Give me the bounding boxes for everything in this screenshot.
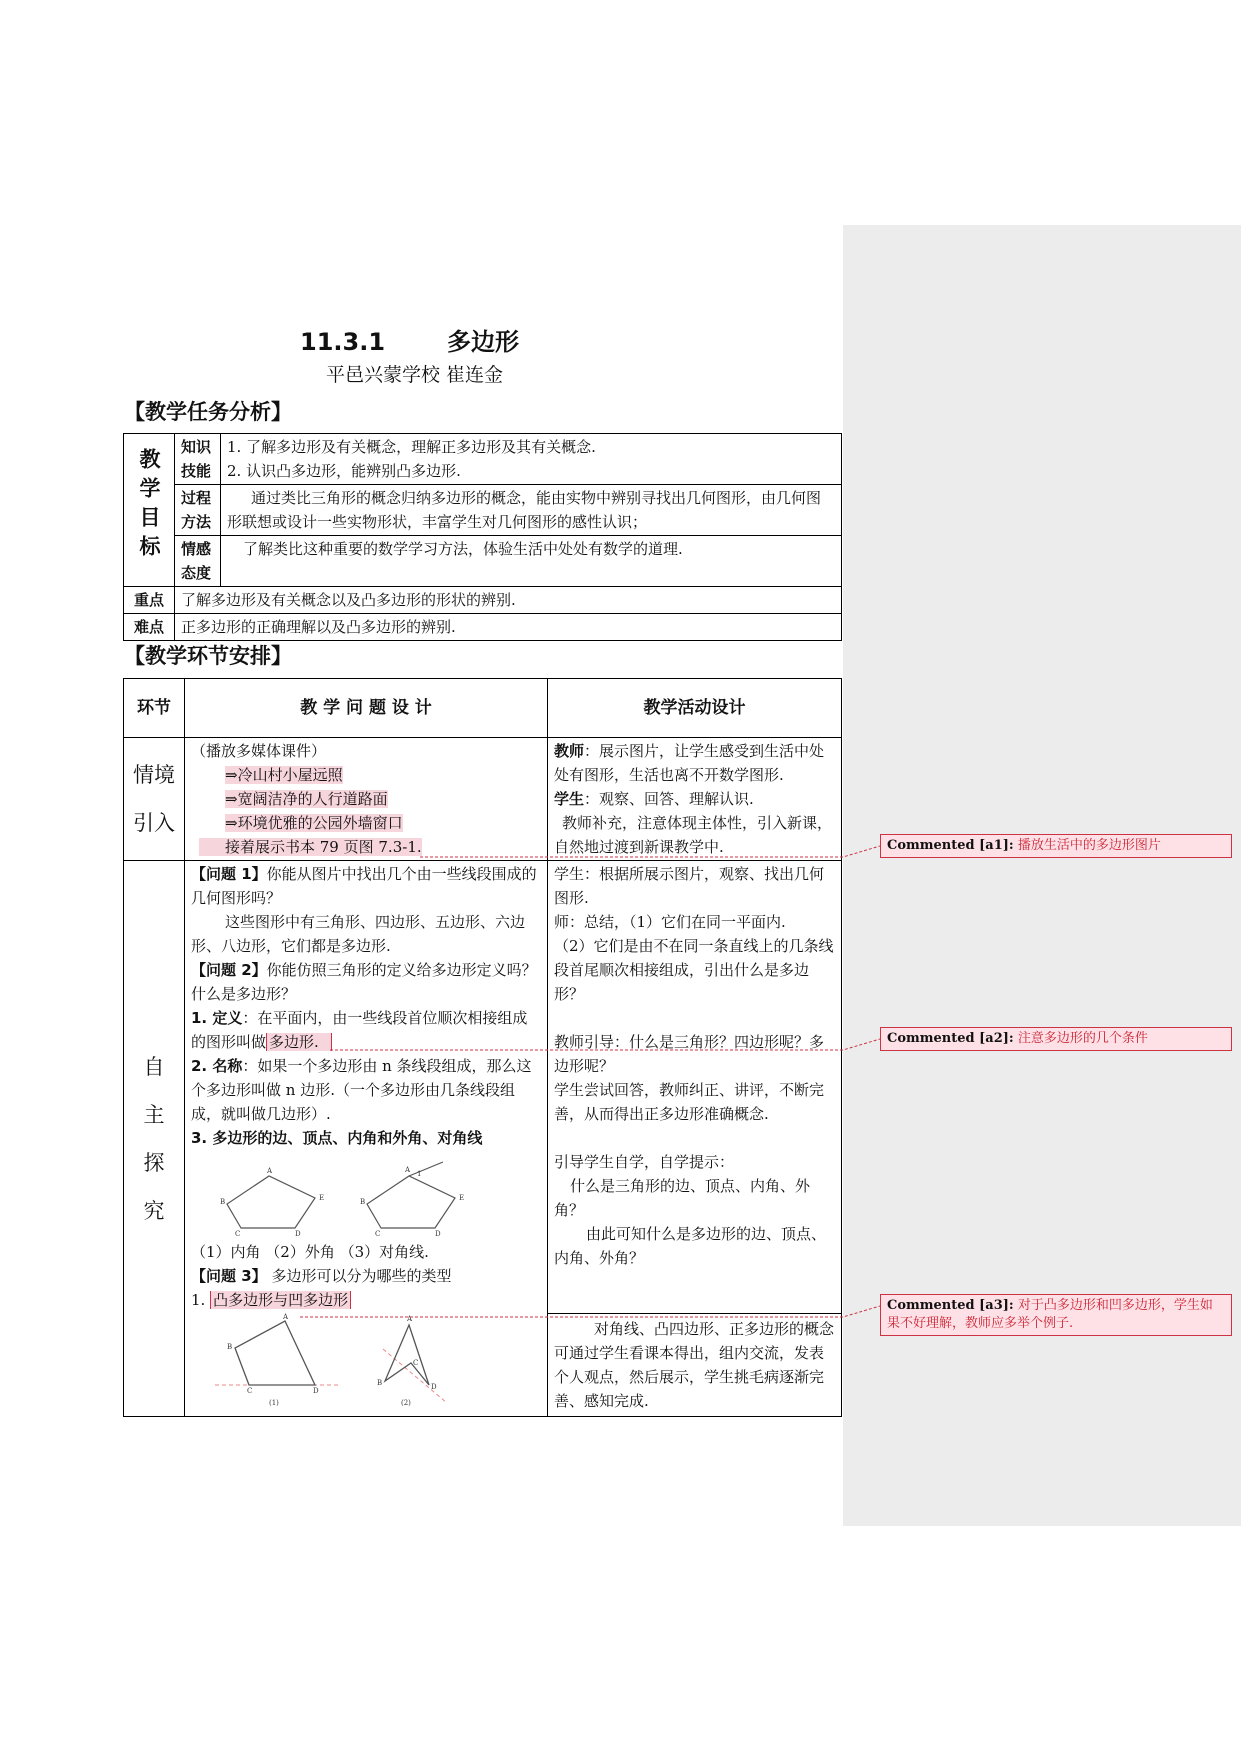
intro-item-1: ⇒冷山村小屋远照	[225, 766, 343, 784]
q2-caption: (2)	[401, 1399, 411, 1407]
hard-label: 难点	[124, 614, 175, 641]
q2-label-d: D	[431, 1383, 437, 1391]
comment-a3-text: 对于凸多边形和凹多边形，学生如果不好理解，教师应多举个例子.	[887, 1298, 1213, 1331]
title-text: 多边形	[447, 328, 520, 356]
q1-label-b: B	[227, 1343, 233, 1351]
title-number: 11.3.1	[300, 328, 386, 356]
goal-label: 教学目标	[124, 434, 175, 587]
knowledge-label: 知识技能	[175, 434, 221, 485]
p1-label-c: C	[235, 1230, 241, 1238]
header-activity: 教学活动设计	[548, 679, 842, 738]
item3-heading: 3. 多边形的边、顶点、内角和外角、对角线	[191, 1129, 483, 1147]
q2-label-a: A	[407, 1315, 413, 1323]
comment-a1-text: 播放生活中的多边形图片	[1017, 838, 1161, 853]
q1-answer: 这些图形中有三角形、四边形、五边形、六边形、八边形，它们都是多边形.	[191, 913, 526, 955]
comment-a2-author: Commented [a2]:	[887, 1031, 1014, 1046]
q1-text: 你能从图片中找出几个由一些线段围成的几何图形吗？	[191, 865, 537, 907]
comment-a2[interactable]	[880, 1027, 1232, 1051]
activity-a5: 学生尝试回答，教师纠正、讲评，不断完善，从而得出正多边形准确概念.	[554, 1081, 825, 1123]
p1-label-d: D	[295, 1230, 301, 1238]
p2-label-c: C	[375, 1230, 381, 1238]
activity-a2: 师：总结，（1）它们在同一平面内.	[554, 913, 786, 931]
hard-text: 正多边形的正确理解以及凸多边形的辨别.	[175, 614, 842, 641]
section-heading-schedule: 【教学环节安排】	[124, 644, 292, 668]
q3-item: 凸多边形与凹多边形	[210, 1291, 351, 1309]
q1-caption: (1)	[269, 1399, 279, 1407]
p2-label-1: 1	[417, 1170, 422, 1178]
comment-a3[interactable]	[880, 1294, 1232, 1336]
q1-label: 【问题 1】	[191, 865, 267, 883]
comment-a2-text: 注意多边形的几个条件	[1017, 1031, 1148, 1046]
key-label: 重点	[124, 587, 175, 614]
p2-label-d: D	[435, 1230, 441, 1238]
p2-label-a: A	[405, 1166, 411, 1174]
q1-label-d: D	[313, 1387, 319, 1395]
intro-item-4: 接着展示书本 79 页图 7.3-1.	[199, 838, 422, 856]
p2-label-e: E	[459, 1194, 465, 1202]
comment-a1-author: Commented [a1]:	[887, 838, 1014, 853]
q2-label-c: C	[413, 1359, 419, 1367]
stage-explore-text: 自主探究	[143, 1054, 165, 1223]
activity-a7: 什么是三角形的边、顶点、内角、外角？	[554, 1177, 811, 1219]
student-label: 学生	[554, 790, 585, 808]
student-text: ：观察、回答、理解认识.	[584, 790, 754, 808]
activity-a1: 学生：根据所展示图片，观察、找出几何图形.	[554, 865, 825, 907]
teacher-text: ：展示图片，让学生感受到生活中处处有图形，生活也离不开数学图形.	[554, 742, 825, 784]
header-problem: 教 学 问 题 设 计	[185, 679, 548, 738]
attitude-text: 了解类比这种重要的数学学习方法，体验生活中处处有数学的道理.	[221, 536, 842, 587]
intro-line: （播放多媒体课件）	[191, 742, 327, 760]
activity-a9: 对角线、凸四边形、正多边形的概念可通过学生看课本得出，组内交流，发表个人观点，然后展示，学生挑毛病逐渐完善、感知完成.	[548, 1313, 841, 1416]
q1-label-c: C	[247, 1387, 253, 1395]
attitude-label: 情感态度	[175, 536, 221, 587]
comment-a3-author: Commented [a3]:	[887, 1298, 1014, 1313]
q3-label: 【问题 3】	[191, 1267, 267, 1285]
figure-caption: （1）内角 （2）外角 （3）对角线.	[191, 1243, 429, 1261]
knowledge-item-1: 1. 了解多边形及有关概念，理解正多边形及其有关概念.	[227, 438, 596, 456]
comment-a1[interactable]	[880, 834, 1232, 858]
p1-label-b: B	[220, 1198, 226, 1206]
intro-note: 教师补充，注意体现主体性，引入新课，自然地过渡到新课教学中.	[554, 814, 833, 856]
stage-intro-text: 情境引入	[133, 763, 175, 835]
activity-a8: 由此可知什么是多边形的边、顶点、内角、外角？	[554, 1225, 827, 1267]
knowledge-item-2: 2. 认识凸多边形，能辨别凸多边形.	[227, 462, 461, 480]
header-stage: 环节	[124, 679, 185, 738]
teacher-label: 教师	[554, 742, 585, 760]
name-label: 2. 名称	[191, 1057, 243, 1075]
p1-label-a: A	[267, 1167, 273, 1175]
q2-text: 你能仿照三角形的定义给多边形定义吗？什么是多边形？	[191, 961, 537, 1003]
process-label: 过程方法	[175, 485, 221, 536]
def-text: ：在平面内，由一些线段首位顺次相接组成的图形叫做	[191, 1009, 528, 1051]
author-line: 平邑兴蒙学校 崔连金	[326, 364, 504, 386]
section-heading-analysis: 【教学任务分析】	[124, 400, 292, 424]
q1-label-a: A	[283, 1313, 289, 1321]
q2-label-b: B	[377, 1379, 383, 1387]
name-text: ：如果一个多边形由 n 条线段组成，那么这个多边形叫做 n 边形.（一个多边形由几条线段组成，就叫做几边形）.	[191, 1057, 532, 1123]
def-highlight: 多边形.	[266, 1033, 332, 1051]
activity-a4: 教师引导：什么是三角形？四边形呢？多边形呢？	[554, 1033, 825, 1075]
p2-label-b: B	[360, 1198, 366, 1206]
activity-a3: （2）它们是由不在同一条直线上的几条线段首尾顺次相接组成，引出什么是多边形？	[554, 937, 834, 1003]
intro-item-3: ⇒环境优雅的公园外墙窗口	[225, 814, 403, 832]
process-text: 通过类比三角形的概念归纳多边形的概念，能由实物中辨别寻找出几何图形，由几何图形联想或设计一些实物形状，丰富学生对几何图形的感性认识；	[221, 485, 842, 536]
q3-text: 多边形可以分为哪些的类型	[266, 1267, 452, 1285]
def-label: 1. 定义	[191, 1009, 243, 1027]
q3-item-num: 1.	[191, 1291, 206, 1309]
key-text: 了解多边形及有关概念以及凸多边形的形状的辨别.	[175, 587, 842, 614]
p1-label-e: E	[319, 1194, 325, 1202]
activity-a6: 引导学生自学，自学提示：	[554, 1153, 735, 1171]
intro-item-2: ⇒宽阔洁净的人行道路面	[225, 790, 388, 808]
q2-label: 【问题 2】	[191, 961, 267, 979]
